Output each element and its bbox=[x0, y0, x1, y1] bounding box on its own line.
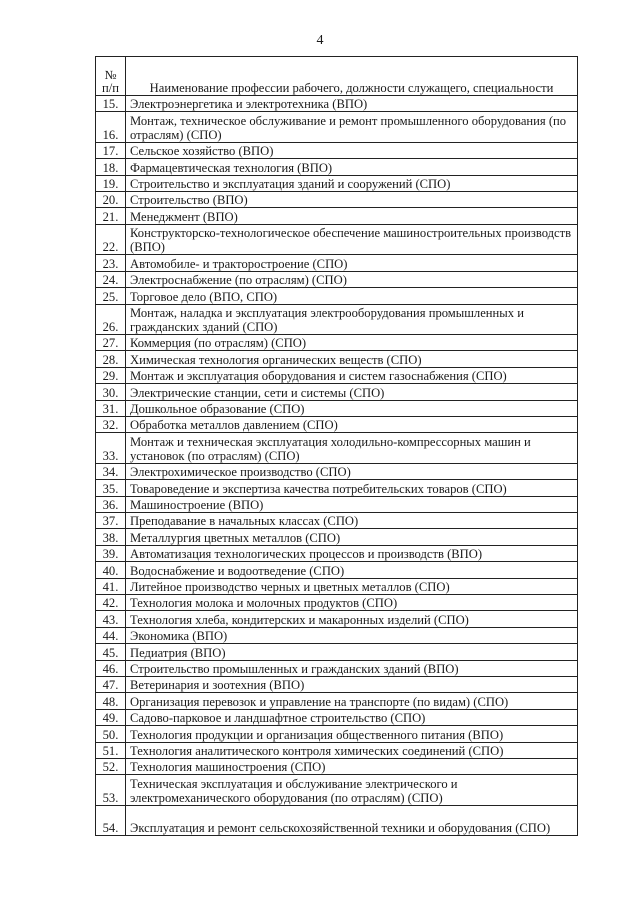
profession-name: Электроснабжение (по отраслям) (СПО) bbox=[126, 271, 578, 287]
table-row bbox=[96, 288, 578, 304]
row-number: 53. bbox=[96, 775, 126, 806]
table-row bbox=[96, 562, 578, 578]
column-header-number-abbr: п/п bbox=[102, 81, 119, 95]
row-number: 25. bbox=[96, 288, 126, 304]
table-row bbox=[96, 304, 578, 335]
profession-name: Сельское хозяйство (ВПО) bbox=[126, 142, 578, 158]
table-row bbox=[96, 112, 578, 143]
row-number: 24. bbox=[96, 271, 126, 287]
row-number: 51. bbox=[96, 742, 126, 758]
row-number: 32. bbox=[96, 416, 126, 432]
table-row bbox=[96, 255, 578, 271]
profession-name: Менеджмент (ВПО) bbox=[126, 208, 578, 224]
profession-name: Садово-парковое и ландшафтное строительство (СПО) bbox=[126, 709, 578, 725]
profession-name: Коммерция (по отраслям) (СПО) bbox=[126, 335, 578, 351]
row-number: 50. bbox=[96, 726, 126, 742]
table-row bbox=[96, 627, 578, 643]
profession-name: Дошкольное образование (СПО) bbox=[126, 400, 578, 416]
table-row bbox=[96, 758, 578, 774]
profession-name: Монтаж и эксплуатация оборудования и систем газоснабжения (СПО) bbox=[126, 367, 578, 383]
table-row bbox=[96, 709, 578, 725]
column-header-number bbox=[96, 57, 126, 96]
row-number: 37. bbox=[96, 513, 126, 529]
row-number: 28. bbox=[96, 351, 126, 367]
table-row bbox=[96, 480, 578, 496]
profession-name: Электрохимическое производство (СПО) bbox=[126, 463, 578, 479]
profession-name: Машиностроение (ВПО) bbox=[126, 496, 578, 512]
profession-name: Технология аналитического контроля химических соединений (СПО) bbox=[126, 742, 578, 758]
table-row bbox=[96, 611, 578, 627]
profession-name: Эксплуатация и ремонт сельскохозяйственной техники и оборудования (СПО) bbox=[126, 805, 578, 836]
table-row bbox=[96, 578, 578, 594]
row-number: 44. bbox=[96, 627, 126, 643]
profession-name: Обработка металлов давлением (СПО) bbox=[126, 416, 578, 432]
table-row bbox=[96, 400, 578, 416]
table-body bbox=[96, 96, 578, 836]
profession-name: Электроэнергетика и электротехника (ВПО) bbox=[126, 96, 578, 112]
profession-name: Ветеринария и зоотехния (ВПО) bbox=[126, 676, 578, 692]
table-row bbox=[96, 775, 578, 806]
row-number: 54. bbox=[96, 805, 126, 836]
row-number: 46. bbox=[96, 660, 126, 676]
table-row bbox=[96, 693, 578, 709]
profession-name: Автоматизация технологических процессов и производств (ВПО) bbox=[126, 545, 578, 561]
table-row bbox=[96, 142, 578, 158]
row-number: 16. bbox=[96, 112, 126, 143]
column-header-number-symbol: № bbox=[104, 68, 117, 82]
profession-name: Товароведение и экспертиза качества потребительских товаров (СПО) bbox=[126, 480, 578, 496]
table-row bbox=[96, 726, 578, 742]
profession-name: Монтаж и техническая эксплуатация холодильно-компрессорных машин и установок (по отраслям) (СПО) bbox=[126, 433, 578, 464]
row-number: 36. bbox=[96, 496, 126, 512]
profession-name: Фармацевтическая технология (ВПО) bbox=[126, 159, 578, 175]
row-number: 43. bbox=[96, 611, 126, 627]
row-number: 34. bbox=[96, 463, 126, 479]
table-row bbox=[96, 96, 578, 112]
row-number: 38. bbox=[96, 529, 126, 545]
table-row bbox=[96, 208, 578, 224]
profession-name: Технология молока и молочных продуктов (СПО) bbox=[126, 594, 578, 610]
table-row bbox=[96, 545, 578, 561]
profession-name: Водоснабжение и водоотведение (СПО) bbox=[126, 562, 578, 578]
table-row bbox=[96, 433, 578, 464]
row-number: 35. bbox=[96, 480, 126, 496]
row-number: 31. bbox=[96, 400, 126, 416]
row-number: 27. bbox=[96, 335, 126, 351]
row-number: 23. bbox=[96, 255, 126, 271]
table-row bbox=[96, 496, 578, 512]
profession-name: Торговое дело (ВПО, СПО) bbox=[126, 288, 578, 304]
table-row bbox=[96, 463, 578, 479]
row-number: 30. bbox=[96, 384, 126, 400]
table-row bbox=[96, 644, 578, 660]
profession-name: Техническая эксплуатация и обслуживание электрического и электромеханического оборудования (по отраслям) (СПО) bbox=[126, 775, 578, 806]
profession-name: Технология хлеба, кондитерских и макаронных изделий (СПО) bbox=[126, 611, 578, 627]
row-number: 20. bbox=[96, 192, 126, 208]
table-row bbox=[96, 175, 578, 191]
profession-name: Педиатрия (ВПО) bbox=[126, 644, 578, 660]
table-row bbox=[96, 224, 578, 255]
profession-name: Технология машиностроения (СПО) bbox=[126, 758, 578, 774]
row-number: 18. bbox=[96, 159, 126, 175]
row-number: 29. bbox=[96, 367, 126, 383]
profession-name: Строительство (ВПО) bbox=[126, 192, 578, 208]
profession-name: Электрические станции, сети и системы (СПО) bbox=[126, 384, 578, 400]
row-number: 19. bbox=[96, 175, 126, 191]
row-number: 21. bbox=[96, 208, 126, 224]
table-row bbox=[96, 805, 578, 836]
table-row bbox=[96, 351, 578, 367]
row-number: 40. bbox=[96, 562, 126, 578]
row-number: 15. bbox=[96, 96, 126, 112]
profession-name: Организация перевозок и управление на транспорте (по видам) (СПО) bbox=[126, 693, 578, 709]
row-number: 41. bbox=[96, 578, 126, 594]
profession-name: Технология продукции и организация общественного питания (ВПО) bbox=[126, 726, 578, 742]
profession-name: Строительство промышленных и гражданских зданий (ВПО) bbox=[126, 660, 578, 676]
row-number: 17. bbox=[96, 142, 126, 158]
row-number: 45. bbox=[96, 644, 126, 660]
profession-name: Автомобиле- и тракторостроение (СПО) bbox=[126, 255, 578, 271]
profession-name: Химическая технология органических веществ (СПО) bbox=[126, 351, 578, 367]
table-row bbox=[96, 335, 578, 351]
page-number: 4 bbox=[316, 33, 324, 48]
row-number: 39. bbox=[96, 545, 126, 561]
row-number: 22. bbox=[96, 224, 126, 255]
table-row bbox=[96, 384, 578, 400]
row-number: 49. bbox=[96, 709, 126, 725]
profession-name: Металлургия цветных металлов (СПО) bbox=[126, 529, 578, 545]
column-header-name: Наименование профессии рабочего, должности служащего, специальности bbox=[126, 57, 578, 96]
profession-name: Строительство и эксплуатация зданий и сооружений (СПО) bbox=[126, 175, 578, 191]
row-number: 33. bbox=[96, 433, 126, 464]
row-number: 26. bbox=[96, 304, 126, 335]
table-row bbox=[96, 513, 578, 529]
profession-name: Монтаж, техническое обслуживание и ремонт промышленного оборудования (по отраслям) (СПО) bbox=[126, 112, 578, 143]
profession-name: Экономика (ВПО) bbox=[126, 627, 578, 643]
row-number: 48. bbox=[96, 693, 126, 709]
profession-name: Литейное производство черных и цветных металлов (СПО) bbox=[126, 578, 578, 594]
table-row bbox=[96, 192, 578, 208]
profession-name: Конструкторско-технологическое обеспечение машиностроительных производств (ВПО) bbox=[126, 224, 578, 255]
row-number: 47. bbox=[96, 676, 126, 692]
table-row bbox=[96, 742, 578, 758]
table-row bbox=[96, 676, 578, 692]
table-row bbox=[96, 367, 578, 383]
table-row bbox=[96, 594, 578, 610]
professions-table bbox=[95, 56, 578, 836]
profession-name: Монтаж, наладка и эксплуатация электрооборудования промышленных и гражданских зданий (СПО) bbox=[126, 304, 578, 335]
row-number: 42. bbox=[96, 594, 126, 610]
profession-name: Преподавание в начальных классах (СПО) bbox=[126, 513, 578, 529]
table-row bbox=[96, 271, 578, 287]
table-row bbox=[96, 529, 578, 545]
table-row bbox=[96, 159, 578, 175]
table-row bbox=[96, 416, 578, 432]
row-number: 52. bbox=[96, 758, 126, 774]
table-header-row bbox=[96, 57, 578, 96]
table-row bbox=[96, 660, 578, 676]
